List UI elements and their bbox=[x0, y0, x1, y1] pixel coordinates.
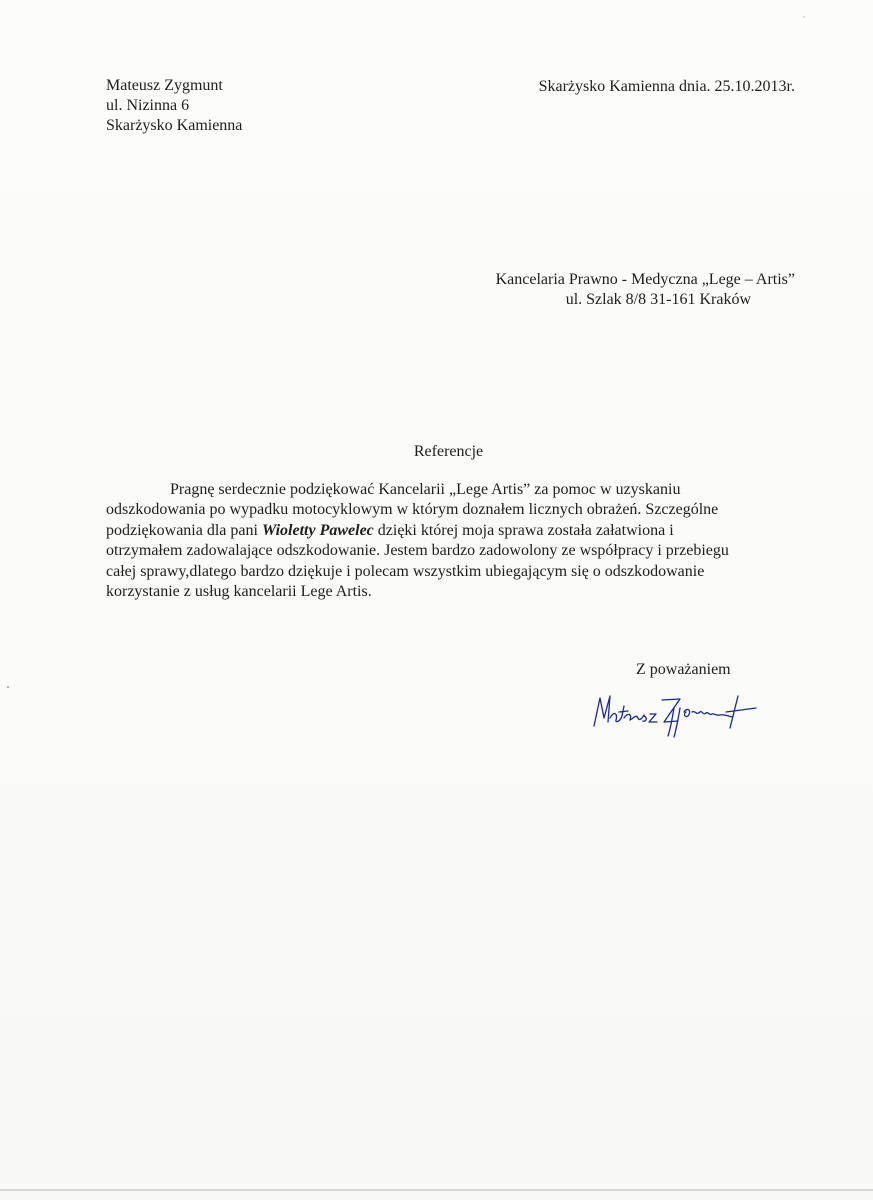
sender-street: ul. Nizinna 6 bbox=[106, 97, 190, 114]
body-line: otrzymałem zadowalające odszkodowanie. Jestem bardzo zadowolony ze współpracy i przebiegu bbox=[106, 542, 729, 560]
sender-city: Skarżysko Kamienna bbox=[106, 117, 243, 134]
body-line: korzystanie z usług kancelarii Lege Artis. bbox=[106, 583, 372, 601]
recipient-name: Kancelaria Prawno - Medyczna „Lege – Artis” bbox=[495, 271, 795, 288]
letter-subject: Referencje bbox=[413, 443, 484, 460]
scan-edge-line bbox=[0, 1189, 873, 1191]
sender-name: Mateusz Zygmunt bbox=[106, 77, 223, 94]
scan-speck bbox=[803, 16, 805, 18]
recipient-block bbox=[496, 270, 795, 310]
body-line: odszkodowania po wypadku motocyklowym w którym doznałem licznych obrażeń. Szczególne bbox=[106, 501, 719, 519]
highlighted-name: Wioletty Pawelec bbox=[261, 521, 374, 539]
letter-body bbox=[106, 480, 796, 602]
recipient-address: ul. Szlak 8/8 31-161 Kraków bbox=[565, 291, 751, 308]
body-line bbox=[106, 521, 796, 541]
scan-speck bbox=[7, 686, 9, 688]
body-line: całej sprawy,dlatego bardzo dziękuje i polecam wszystkim ubiegającym się o odszkodowanie bbox=[106, 562, 705, 580]
handwritten-signature bbox=[588, 688, 763, 738]
place-and-date: Skarżysko Kamienna dnia. 25.10.2013r. bbox=[538, 78, 795, 95]
body-line-part: podziękowania dla pani bbox=[106, 521, 258, 539]
body-line: Pragnę serdecznie podziękować Kancelarii „Lege Artis” za pomoc w uzyskaniu bbox=[170, 481, 681, 498]
sender-block bbox=[106, 76, 242, 136]
body-line-part: dzięki której moja sprawa została załatwiona i bbox=[377, 521, 674, 539]
closing-phrase: Z poważaniem bbox=[636, 661, 731, 678]
